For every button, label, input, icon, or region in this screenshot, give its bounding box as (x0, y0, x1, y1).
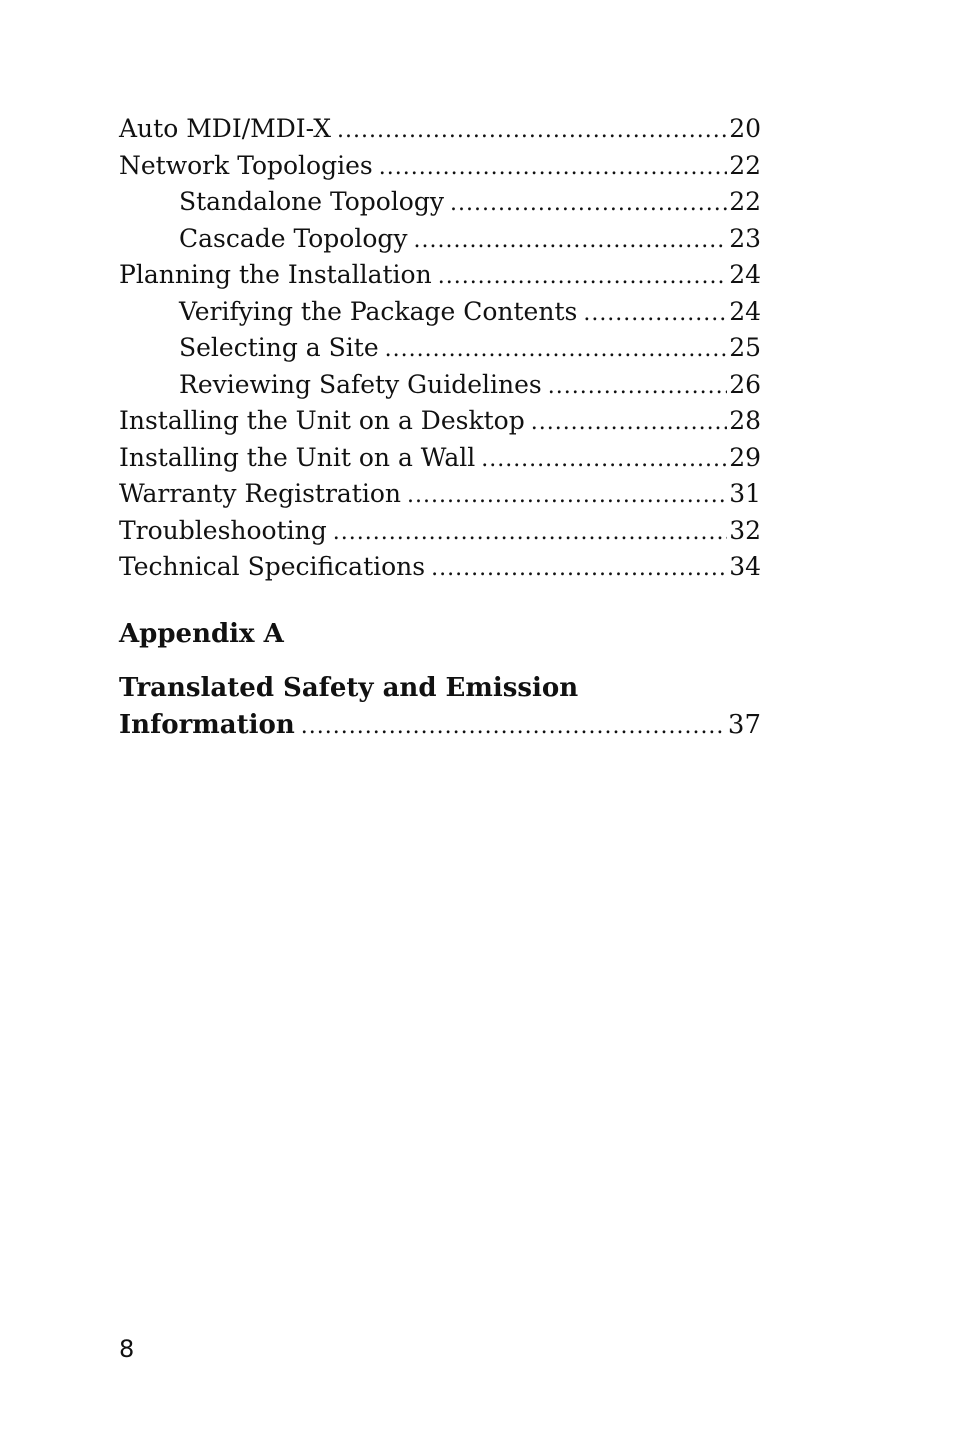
toc-entry-installing-wall[interactable] (119, 440, 761, 477)
toc-entry-label: Standalone Topology (179, 187, 444, 216)
toc-entry-label: Troubleshooting (119, 515, 327, 545)
toc-entry-label: Selecting a Site (179, 333, 379, 362)
toc-entry-label: Cascade Topology (179, 223, 408, 253)
toc-entry-network-topologies[interactable] (119, 148, 761, 185)
appendix-title-line1: Translated Safety and Emission (119, 673, 579, 703)
toc-leader-dots (379, 150, 727, 187)
toc-entry-standalone-topology[interactable] (119, 184, 761, 221)
toc-entry-page: 29 (729, 442, 761, 472)
toc-entry-cascade-topology[interactable] (119, 221, 761, 258)
toc-entry-page: 24 (729, 260, 761, 289)
toc-entry-planning-installation[interactable] (119, 257, 761, 294)
appendix-page: 37 (727, 710, 761, 740)
toc-entry-page: 34 (729, 552, 761, 581)
appendix-heading: Appendix A (119, 619, 284, 649)
toc-leader-dots (438, 259, 727, 296)
toc-entry-safety-guidelines[interactable] (119, 367, 761, 404)
toc-leader-dots (481, 442, 727, 479)
toc-entry-label: Planning the Installation (119, 260, 432, 289)
toc-entry-label: Verifying the Package Contents (179, 296, 578, 326)
toc-entry-page: 32 (729, 515, 761, 545)
toc-leader-dots (431, 551, 727, 588)
toc-entry-page: 31 (729, 479, 761, 508)
toc-entry-selecting-site[interactable] (119, 330, 761, 367)
toc-entry-label: Warranty Registration (119, 479, 401, 508)
toc-leader-dots (385, 332, 728, 369)
toc-entry-page: 22 (729, 187, 761, 216)
toc-entry-verifying-package[interactable] (119, 294, 761, 331)
toc-entry-auto-mdi[interactable] (119, 111, 761, 148)
appendix-title-line2: Information (119, 710, 295, 740)
toc-entry-appendix-translated-safety[interactable] (119, 670, 761, 744)
toc-leader-dots (333, 515, 727, 552)
toc-entry-label: Technical Specifications (119, 552, 426, 581)
toc-entry-page: 25 (729, 333, 761, 362)
toc-entry-page: 20 (729, 114, 761, 143)
toc-entry-label: Installing the Unit on a Wall (119, 442, 476, 472)
toc-leader-dots (414, 223, 728, 260)
table-of-contents (119, 111, 761, 586)
toc-entry-page: 26 (729, 369, 761, 399)
toc-leader-dots (531, 405, 727, 442)
toc-entry-page: 23 (729, 223, 761, 253)
toc-entry-technical-specifications[interactable] (119, 549, 761, 586)
toc-entry-troubleshooting[interactable] (119, 513, 761, 550)
toc-entry-label: Network Topologies (119, 150, 373, 180)
page-number: 8 (119, 1335, 135, 1363)
toc-entry-page: 22 (729, 150, 761, 180)
toc-leader-dots (337, 113, 727, 150)
toc-entry-label: Installing the Unit on a Desktop (119, 406, 525, 435)
toc-entry-label: Auto MDI/MDI-X (119, 114, 332, 143)
toc-leader-dots (450, 186, 727, 223)
toc-entry-warranty-registration[interactable] (119, 476, 761, 513)
toc-entry-page: 24 (729, 296, 761, 326)
toc-leader-dots (548, 369, 727, 406)
toc-leader-dots (301, 708, 726, 745)
toc-entry-page: 28 (729, 406, 761, 435)
toc-entry-label: Reviewing Safety Guidelines (179, 369, 542, 399)
toc-entry-installing-desktop[interactable] (119, 403, 761, 440)
appendix-title-line2-row (119, 707, 761, 744)
toc-leader-dots (407, 478, 727, 515)
toc-leader-dots (583, 296, 727, 333)
